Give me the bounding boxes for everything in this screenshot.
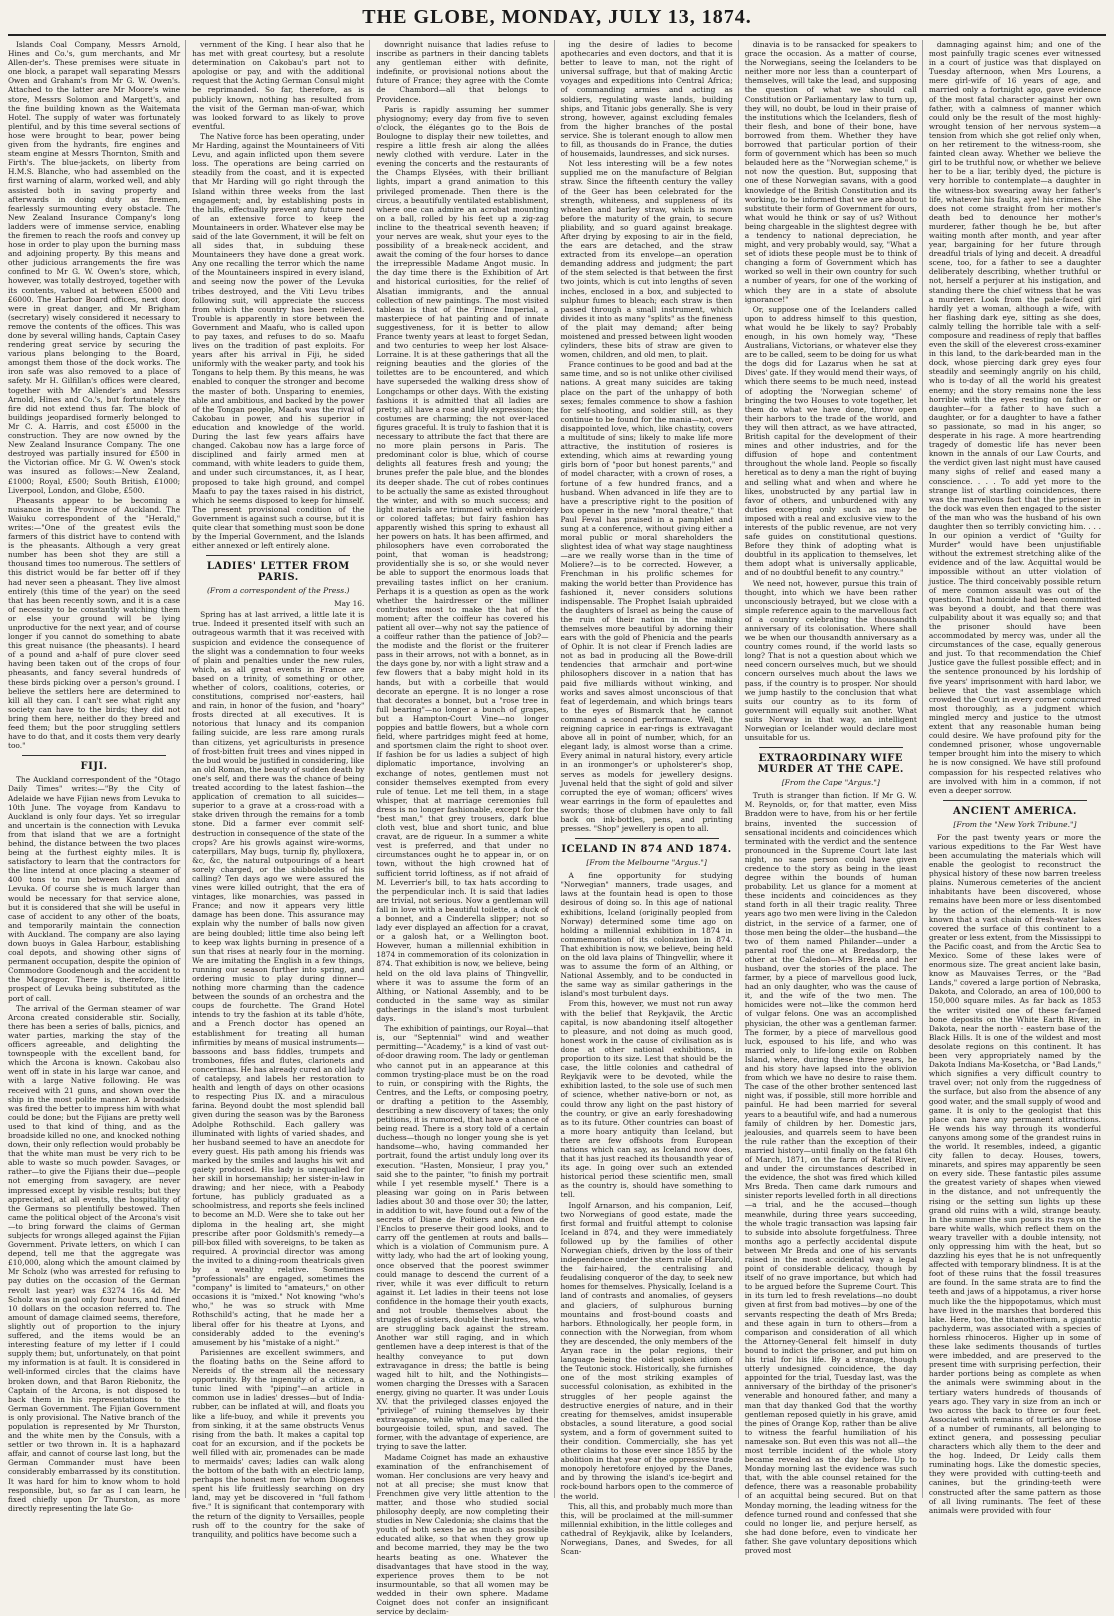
article-paragraph: damnaging against him; and one of the most painfully tragic scenes ever witnessed in a court of justice was that displayed on Tuesday afternoon, when Mrs Lourens, a mere girl-wife of 16 years of age, and married only a fortnight ago, gave evidence of the most fatal character against her own father, with a calmness of manner which could only be the result of the most highly-wrought tension of her nervous system—a tension from which she got relief only when, on her retirement to the witness-room, she fainted clean away. Whether we believe the girl to be truthful now, or whether we believe her to be a liar, teribly dyed, the picture is very horrible to contemplate—a daughter in the witness-box swearing away her father's life, whatever his faults, aye! his crimes. She does not come straight from her mother's death bed to denounce her mother's murderer, father though he be, but after waiting month after month, and year after year, bargaining for her future through dreadful trials of lying and deceit. A dreadful scene, too, for a father to see a daughter deliberately describing, whether truthful or not, herself a perjurer at his instigation, and standing there the chief witness that he was a murderer. Look from the pale-faced girl hardly yet a woman, although a wife, with her flashing dark eye, sitting as she does, calmly telling the horrible tale with a self-composure and readiness of reply that baffles even the skill of the eleverest cross-examiner in this land, to the dark-bearded man in the dock, whose piercing dark grey eyes four steadily and seemingly angrily on his child, who is to-day of all the world his greatest enemy; and the story remains none the less horrible with the eyes resting on father or daughter—for a father to have such a daughter, or for a daughter to have a father so passionate, so mad in his anger, so desperate in his rage. A more heartrending tragedy of domestic life has never been known in the annals of our Law Courts, and the verdict given last night must have caused many sighs of relief and eased many a conscience. . . . To add yet more to the strange list of startling coincidences, there was the marvellous fact that the prisoner in the dock was even then engaged to the sister of the man who was the husband of his own daughter then so terribly convicting him. . . . In our opinion a verdict of "Guilty for Murder" would have been unjustifiable without the extremest stretching alike of the evidence and of the law. Acquittal would be impossible without an utter violation of justice. The third conceivably possible return of mere common assault was out of the question. That homicide had been committed was beyond a doubt, and that there was culpability about it was equally so; and that the prisoner should have been accommodated by mercy was, under all the circumstances of the case, equally generous and just. To that recommendation the Chief Justice gave the fullest possible effect; and in the sentence pronounced by his lordship of five years' imprisonment with hard labor, we believe that the vast assemblage which crowded the Court in every corner concurred most thoroughly, as a judgment which mingled mercy and justice to the utmost extent that any reasonable human being could desire. We have profound pity for the condemned prisoner, whose ungovernable temper brought him into the misery to which he is now consigned. We have still profound compassion for his respected relatives who are involved with him in a common, if not even a deeper sorrow.: [928, 40, 1102, 795]
article-headline: ICELAND IN 874 AND 1874.: [561, 844, 732, 856]
article-paragraph: The exhibition of paintings, our Royal—that is, our "Septennial" wind and weather permitting—"Academy," is a kind of vast out-of-door drawing room. The lady or gentleman who cannot put in an appearance at this common trysting-place must be on the road to ruin, or conspiring with the Rights, the Centres, and the Lefts, or composing poetry, or drafting a petition to the Assembly, describing a new discovery of taxes; the only petitions, it is rumored, that have a chance of being read. There is a story told of a certain duchess—though no longer young she is yet handsome—who, having commanded her portrait, found the artist unduly long over its execution. "Hasten, Monsieur, I pray you," said she to the painter, "to finish my portrait while I yet resemble myself." There is a pleasing war going on in Paris between ladies about 30 and those over 30; the latter, in addition to wit, have found out a few of the secrets of Diane de Poitiers and Ninon de l'Enclos to preserve their good looks, and to carry off the gentlemen at routs and balls—which is a violation of Communism pure. A witty lady, who had the art of looking young, once observed that the poorest swimmer could manage to descend the current of a river, while it was ever difficult to return against it. Let ladies in their teens not lose confidence in the homage their youth exacts, and not trouble themselves about the struggles of sisters, double their lustres, who are struggling back against the stream. Another war still raging, and in which gentlemen have a deep interest is that of the healthy conveyance to put down extravagance in dress; the battle is being waged hilt to hilt, and the Nothingists—women charging the Dresses with a Saracen energy, giving no quarter. It was under Louis XV. that the privileged classes enjoyed the "privilege" of ruining themselves by their extravagance, while what may be called the bourgeoisie toiled, spun, and saved. The former, with the advantage of experience, are trying to save the latter.: [376, 1024, 549, 1452]
column-6: [928, 40, 1106, 1515]
column-divider: [575, 838, 719, 839]
article-paragraph: dinavia is to be ransacked for speakers to grace the occasion. As a matter of course, the Norwegians, seeing the Icelanders to be neither more nor less than a counterpart of themselves, will take the lead, and supposing the question of what we should call Constitution or Parliamentary law to turn up, they will, no doubt, be loud in their praise of the institutions which the Icelanders, flesh of their flesh, and bone of their bone, have borrowed from them. Whether they have borrowed that particular portion of their form of government which has been so much belauded here as the "Norwegian scheme," is not now the question. But, supposing that one of these Norwegian savans, with a good knowledge of the British Constitution and its working, to be informed that we are about to substitute their form of Government for ours, what would he think or say of us? Without being chargeable in the slightest degree with a tendency to national depreciation, he might, and very probably would, say, "What a set of idiots these people must be to think of changing a form of Government which has worked so well in their own country for such a number of years, for one of the working of which they are in a state of absolute ignorance!": [744, 40, 917, 304]
article-paragraph: The Auckland correspondent of the "Otago Daily Times" writes:—"By the City of Adelaide we have Fijian news from Levuka to 10th June. The voyage from Kandavu to Auckland is only four days. Yet so irregular and uncertain is the connection with Levuka from that island that we are a fortnight behind, the distance between the two places being at the furthest eighty miles. It is satisfactory to learn that the contractors for the line intend at once placing a steamer of 400 tons to run between Kandavu and Levuka. Of course she is much larger than would be necessary for that service alone, but it is considered that she will be useful in case of accident to any other of the boats, and temporarily maintain the connection with Auckland. The company are also laying down buoys in Galea Harbour, establishing coal depots, and showing other signs of permanent occupation, despite the opinion of Commodore Goodenough and the accident to the Macgregor. There is, therefore, little prospect of Levuka being substituted as the port of call.: [8, 775, 181, 1003]
article-paragraph: Truth is stranger than fiction. If Mr G. W. M. Reynolds, or, for that matter, even Miss Braddon were to have, from his or her fertile brains, invented the succession of sensational incidents and coincidences which terminated with the verdict and the sentence pronounced in the Supreme Court late last night, no sane person could have given credence to the story as being in the least degree within the bounds of human probability. Let us glance for a moment at these incidents and coincidences as they stand forth in all their tragic reality. Three years ago two men were living in the Caledon district, in the service of a farmer, one of those men being the older—the husband—the two of them named Philander—under a parental roof the one at Bredasdorp, the other at the Caledon—Mrs Breda and her husband, over the stories of the place. The farmer, by a piece of marvellous good luck, had an only daughter, who was the cause of it, and the wife of the two men. The homicides were not—like the common herd of vulgar felons. One was an accomplished physician, the other was a gentleman farmer. The former, by a piece of marvellous good luck, espoused to his life, and who was married only to life-long exile on Robben Island, where, during these three years, he and his story have lapsed into the oblivion from which we have no desire to raise them. The case of the other brother sentenced last night was, if possible, still more horrible and painful. He had been married for several years to a beautiful wife, and had a numerous family of children by her. Domestic jars, jealousies, and quarrels seem to have been the rule rather than the exception of their married history—until finally on the fatal 6th of March, 1871, on the farm of Ratel River, and under the circumstances described in the evidence, the shot was fired which killed Mrs Breda. Then came dark rumours and sinister reports levelled forth in all directions—a trial, and he the accused—though meanwhile, during three years succeeding, the whole tragic transaction was lapsing fair to subside into absolute forgetfulness. Three months ago a perfectly accidental dispute between Mr Breda and one of his servants raised in the most accidental way a legal point of considerable delicacy, though by itself of no grave importance, but which had to be argued before the Supreme Court. This in its turn led to fresh revelations—no doubt given at first from bad motives—by one of the servants respecting the death of Mrs Breda; and these again in turn to others—from a comparison and consideration of all which the Attorney-General felt himself in duty bound to indict the prisoner, and put him on his trial for his life. By a strange, though utterly undesigned coincidence, the day appointed for the trial, Tuesday last, was the anniversary of the birthday of the prisoner's venerable and honoured father, and many a man that day thanked God that the worthy gentleman reposed quietly in his grave, amid the pines of Orange Kop, rather than be alive to witness the fearful humiliation of his namesake son. But even this was not all—the most terrible incident of the whole story became revealed as the day before. Up to Monday morning last the evidence was such that, with the able counsel retained for the defence, there was a reasonable probability of an acquittal being secured. But on that Monday morning, the leading witness for the defence turned round and confessed that she could no longer lie, and perjure herself, as she had done before, even to vindicate her father. She gave voluntary depositions which proved most: [744, 791, 917, 1555]
masthead: THE GLOBE, MONDAY, JULY 13, 1874.: [362, 6, 752, 28]
article-paragraph: Not less interesting will be a few notes supplied me on the manufacture of Belgian straw. Since the fifteenth century the valley of the Geer has been celebrated for the strength, whiteness, and suppleness of its wheaten and barley straw, which is mown before the maturity of the grain, to secure pliability, and so guard against breakage. After drying by exposing to air in the field, the ears are detached, and the straw extracted from its envelope—an operation demanding address and judgment; the part of the stem selected is that between the first two joints, which is cut into lengths of seven inches, enclosed in a box, and subjected to sulphur fumes to bleach; each straw is then passed through a small instrument, which divides it into as many "splits" as the fineness of the plait may demand; after being moistened and pressed between light wooden cylinders, these bits of straw are given to women, children, and old men, to plait.: [560, 159, 733, 360]
columns: [8, 40, 1106, 1616]
article-paragraph: For the past twenty years or more the various expeditions to the Far West have been accumulating the materials which will enable the geologist to reconstruct the physical history of these now barren treeless plains. Numerous cemeteries of the ancient inhabitants have been discovered, whose remains have been more or less disentombed by the action of the elements. It is now known that a vast chain of fresh-water lakes covered the surface of this continent to a greater or less extent, from the Mississippi to the Pacific coast, and from the Arctic Sea to Mexico. Some of these lakes were of enormous size. The great ancient lake basin, know as Mauvaises Terres, or the "Bad Lands," covered a large portion of Nebraska, Dakota, and Colorado, an area of 100,000 to 150,000 square miles. As far back as 1853 the writer visited one of these far-famed bone deposits on the White Earth River, in Dakota, near the north - eastern base of the Black Hills. It is one of the wildest and most desolate regions on this continent. It has been very appropriately named by the Dakota Indians Ma-Kosetcha, or "Bad Lands," which signifies a very difficult country to travel over; not only from the ruggedness of the surface, but also from the absence of any good water, and the small supply of wood and game. It is only to the geologist that this place can have any permanent attractions. He wends his way through its wonderful canyons among some of the grandest ruins in the world. It resembles, indeed, a gigantic city fallen to decay. Houses, towers, minarets, and spires may apparently be seen on every side. These fantastic piles assume the greatest variety of shapes when viewed in the distance, and not unfrequently the rising or the setting sun lights up these grand old ruins with a wild, strange beauty. In the summer the sun pours its rays on the bare white walls, which reflect them on the weary traveller with a double intensity, not only oppressing him with the heat, but so dazzling his eyes that he is not unfrequently affected with temporary blindness. It is at the foot of these ruins that the fossil treasures are found. In the same strata are to find the teeth and jaws of a hippotamus, a river horse much like the the hippopotamus, which must have lived in the marshes that bordered this lake. Here, too, the titanotherium, a gigantic pachyderm, was associated with a species of hornless rhinoceros. Higher up in some of these lake sediments thousands of turtles were imbedded, and are preserved to the present time with surprising perfection, their harder portions being as complete as when the animals were swimming about in the tertiary waters hundreds of thousands of years ago. They vary in size from an inch or two across the back to three or four feet. Associated with remains of turtles are those of a number of ruminants, all belonging to extinct genera, and possessing peculiar characters which ally them to the deer and the hog. Indeed, Dr Leidy calls them ruminating hogs. Like the domestic species, they were provided with cutting-teeth and canines, but the grinding-teeth were constructed after the same pattern as those of all living ruminants. The feet of these animals were provided with four: [928, 832, 1102, 1515]
article-paragraph: ing the desire of ladies to become apothecaries and even doctors, and that it is better to leave to man, not the right of universal suffrage, but that of making Arctic voyages and expeditions into Central Africa; of commanding armies and acting as soldiers, regulating waste lands, building ships, and Titanic jobs generally. She is very strong, however, against excluding females from the higher branches of the postal service. She is tolerant enough to allow men to fill, as thousands do in France, the duties of housemaids, laundresses, and sick nurses.: [560, 40, 733, 159]
article-paragraph: Parisiennes are excellent swimmers, and the floating baths on the Seine afford to Nereids of the stream all the necessary opportunity. By the ingenuity of a citizen, a tunic lined with "piping"—an article in common use in ladies' dresses—but of India-rubber, can be inflated at will, and floats you like a life-buoy, and while it prevents you from sinking, it at the same obstructs Venus rising from the bath. It makes a capital top coat for an excursion, and if the pockets be well filled with air, promenades can be made to mermaids' caves; ladies can walk along the bottom of the bath with an electric lamp, perhaps the honest men for whom Diogenes spent his life fruitlessly searching on dry land, may yet be discovered in "full fathom five." It is significant that contemporary with the return of the dignity to Versailles, people rush off to the country for the sake of tranquility, and politics have become such a: [192, 1347, 365, 1539]
article-paragraph: We need not, however, pursue this train of thought, into which we have been rather unconsciously betrayed, but we close with a simple reference again to the marvellous fact of a country celebrating the thousandth anniversary of its colonisation. Where shall we be when our thousandth anniversary as a country comes round, if the world lasts so long? That is not a question about which we need concern ourselves much, but we should concern ourselves much about the laws we pass, if the country is to prosper. Nor should we jump hastily to the conclusion that what suits our country as to its form of government will equally suit another. What suits Norway in that way, an intelligent Norwegian or Icelander would declare most unsuitable for us.: [744, 578, 917, 743]
article-paragraph: Madame Coignet has made an exhaustive examination of the enfranchisement of woman. Her conclusions are very heavy and not at all precise; she must know that Frenchmen give very little attention to the matter, and those who studied social philosophy deeply, are now completing their studies in New Caledonia; she claims that the youth of both sexes be as much as possible educated alike, so that when they grow up and become married, they may be the two hearts beating as one. Whatever the disadvantages that have stood in the way, experience proves them to be not insurmountable, so that all women may be wedded in their own sphere. Madame Coignet does not confer an insignificant service by declaim-: [376, 1452, 549, 1616]
article-paragraph: A fine opportunity for studying "Norwegian" manners, trade usages, and laws at the fountain head is open to those desirous of doing so. In this age of national exhibitions, Iceland (originally peopled from Norway) determined some time ago on holding a millennial exhibition in 1874 in commemoration of its colonization in 874. That exhibition is now, we believe, being held on the old lava plains of Thingvellir, where it was to assume the form of an Althing, or National Assembly, and to be conducted in the same way as similar gatherings in the island's most turbulent days.: [560, 871, 733, 999]
column-1: [8, 40, 186, 1513]
article-paragraph: Pheasants appear to be becoming a nuisance in the Province of Auckland. The Waiuku correspondent of the "Herald," writes:—"One of the greatest evils the farmers of this district have to contend with is the pheasants. Although a very great number has been shot they are still a thousand times too numerous. The settlers of this district would be far better off if they had never seen a pheasant. They live almost entirely (this time of the year) on the seed that has been recently sown, and it is a case of necessity to be constantly watching them or else your ground will be lying unproductive for the next year, and of course longer if you cannot do something to abate this great nuisance (the pheasants). I heard of a pound and a-half of pure clover seed having been taken out of the crops of four pheasants, and fancy several hundreds of these birds picking over a person's ground. I believe the settlers here are determined to kill all they can. I can't see what right any society can have to the birds; they did not bring them here, neither do they breed and feed them; but the poor struggling settlers have to do that, and it costs them very dearly too.": [8, 495, 181, 751]
article-source: (From a correspondent of the Press.): [206, 586, 350, 596]
column-divider: [22, 755, 166, 756]
article-paragraph: Ingolf Arnarson, and his companion, Leif, two Norwegians of good estate, made the first formal and fruitful attempt to colonise Iceland in 874, and they were immediately followed up by the families of other Norwegian chiefs, driven by the loss of their independence under the stern rule of Harold, the fair-haired, the centralising and feudalising conqueror of the day, to seek new homes for themselves. Physically, Iceland is a land of contrasts and anomalies, of geysers and glaciers, of sulphurous burning mountains and frost-bound coasts and harbors. Ethnologically, her people form, in connection with the Norwegian, from whom they are descended, the only members of the Aryan race in the polar regions, their language being the oldest spoken idiom of the Teutonic stock. Historically, she furnishes one of the most striking examples of successful colonisation, as exhibited in the struggles of her people against the destructive energies of nature, and in their creating for themselves, amidst insuperable obstacles, a sound literature, a good social system, and a form of government suited to their condition. Commercially, she has yet other claims to those ever since 1855 by the abolition in that year of the oppressive trade monopoly heretofore enjoyed by the Danes, and by throwing the island's ice-begirt and rock-bound harbors open to the commerce of the world.: [560, 1200, 733, 1501]
article-paragraph: This, all this, and probably much more than this, will be proclaimed at the mill-summer millennial exhibition, in the little colleges and cathedral of Reykjavik, alike by Icelanders, Norwegians, Danes, and Swedes, for all Scan-: [560, 1501, 733, 1557]
article-headline: EXTRAORDINARY WIFE MURDER AT THE CAPE.: [757, 753, 904, 776]
article-dateline: May 16.: [334, 599, 365, 609]
column-divider: [759, 747, 903, 748]
article-paragraph: downright nuisance that ladies refuse to inscribe as partners in their dancing tablets any gentleman either with definite, indefinite, or provisional notions about the future of France; they agree with the Comte de Chambord—all that belongs to Providence.: [376, 40, 549, 104]
article-source: [From the Melbourne "Argus."]: [586, 858, 707, 868]
article-paragraph: The Native force has been operating, under Mr Harding, against the Mountaineers of Viti Levu, and again inflicted upon them severe loss. The operations are being carried on steadily from the coast, and it is expected that Mr Harding will go right through the Island within three weeks from the last engagement; and, by establishing posts in the hills, effectually prevent any future need of an extensive force to keep the Mountaineers in order. Whatever else may be said of the late Government, it will be felt on all sides that, in subduing these Mountaineers they have done a great work. Any one recalling the terror which the name of the Mountaineers inspired in every island, and seeing now the power of the Levuka tribes destroyed, and the Viti Levu tribes following suit, will appreciate the success from which the country has been relieved. Trouble is apparently in store between the Government and Maafu, who is called upon to pay taxes, and refuses to do so. Maafu lives on the tradition of past exploits. For years after his arrival in Fiji, he sided uniformly with the weaker party, and took his Tongans to help them. By this means, he was enabled to conquer the stronger and become the master of both. Unsparing to enemies, able and ambitious, and backed by the power of the Tongan people, Maafu was the rival of Cakobau in power, and his superior in education and knowledge of the world. During the last few years affairs have changed. Cakobau now has a large force of disciplined and fairly armed men at command, with white leaders to guide them, and under such circumstances, it, as I hear, proposed to take high ground, and compel Maafu to pay the taxes raised in his district, which he seems disposed to keep for himself. The present provisional condition of the Government is against such a course, but it is quite clear that something must soon be done by the Imperial Government, and the Islands either annexed or left entirely alone.: [192, 131, 365, 551]
article-paragraph: Spring has at last arrived, a little late it is true. Indeed it presented itself with such an outrageous warmth that it was received with suspicion and evidence the consequence of the slight was a condemnation to four weeks of plain and penalties under the new rules, which, as all great events in France are based on a trinity, of something or other, whether of colors, coalitions, coteries, or constitutions, comprised nor'-easters, hail and rain, in honor of the fusion, and "hoary" frosts directed at all executives. It is notorious that lunacy and its companion failing suicide, are less rare among rurals than citizens, yet agriculturists in presence of frost-bitten fruit trees and vines nipped in the bud would be justified in considering, like an old Roman, the beauty of sudden death by one's self, and there was the chance of being treated according to the latest fashion—the application of cremation to all suicides—superior to a grave at a cross-road with a stake driven through the remains for a tomb stone. Did a farmer ever commit self-destruction in consequence of the state of the crops? Are his growls against wire-worms, caterpillars, May bugs, turnip fly, phylloxera, &c, &c, the natural outpourings of a heart sorely charged, or the shibboleths of his calling? Ten days ago we were assured the vines were killed outright, that the era of vintages, like monarchies, was passed in France; and now it appears very little damage has been done. This assurance may explain why the number of balls now given are being doubled; little time also being left to keep wax lights burning in presence of a sun that rises at nearly four in the morning. We are imitating the English in a few things, running our season further into spring, and ordering music to play during dinner—nothing more charming than the cadence between the sounds of an orchestra and the coups de fourchette. The Grand Hotel intends to try the fashion at its table d'hôte, and a French doctor has opened an establishment for treating all human infirmities by means of musical instruments—bassoons and bass fiddles, trumpets and trombones, fifes and flutes, clarionets and concertinas. He has already cured an old lady of catalepsy, and labels her restoration to health and length of days on other ocasions to respecting Pius IX. and a miraculous farina. Beyond doubt the most splendid ball given during the season was by the Baroness Adolphe Rothschild. Each gallery was illuminated with lights of varied shades, and her husband seemed to have an anecdote for every guest. His path among his friends was marked by the smiles and laughs his wit and gaiety produced. His lady is unequalled for her skill in horsemanship; her sister-in-law in drawing; and her niece, with a Peabody fortune, has publicly graduated as a schoolmistress, and reports she feels inclined to become an M.D. Were she to take out her diploma in the healing art, she might prescribe after poor Goldsmith's remedy—a pill-box filled with sovereigns, to be taken as required. A provincial director was among the invited to a dining-room theatricals given by a wealthy relative. Sometimes "professionals" are engaged, sometimes the "company" is limited to "amateurs," on other occasions it is "mixed." Not knowing "who's who," he was so struck with Mme Rothschild's acting, that he made her a liberal offer for his theatre at Lyons, and considerably added to the evening's amusement by his "mistake of a night.": [192, 610, 365, 1347]
masthead-rule: [8, 34, 1106, 36]
article-headline: LADIES' LETTER FROM PARIS.: [206, 561, 350, 584]
column-divider: [943, 800, 1087, 801]
article-headline: FIJI.: [80, 761, 108, 773]
column-divider: [206, 555, 350, 556]
article-source: [From the "New York Tribune."]: [953, 819, 1077, 829]
article-paragraph: Or, suppose one of the Icelanders called upon to address himself to this question, what would he be likely to say? Probably enough, in his own homely way, "These Australians, Victorians, or whatever else they are to be called, seem to be doing for us what the dogs did for Lazarus when he sat at Dives' gate. If they would mend their ways, of which there seems to be much need, instead of adopting the 'Norwegian scheme' of bringing the two Houses to vote together, let them do what we have done, throw open their harbors to the trade of the world, and they will then attract, as we have attracted, British capital for the development of their mines and other industries, and for the diffusion of hope and contentment throughout the whole land. People so fiscally heretical as to deny a man the right of buying and selling what and when and where he likes, unobstructed by any partial law in favor of others, and unburdened with any duties excepting only such as may be imposed with a real and exclusive view to the interests of the public revenue, are not very safe guides on constitutional questions. Before they think of adopting what is doubtful in its application to themselves, let them adopt what is universally applicable, and of no doubtful benefit to any country.": [744, 304, 917, 578]
column-3: [376, 40, 554, 1616]
article-paragraph: vernment of the King. I hear also that he has met with great courtesy, but a resolute determination on Cakobau's part not to apologise or pay, and with the additional request that the Acting German Consul might be reprimanded. So far, therefore, as is publicly known, nothing has resulted from the visit of the German man-of-war, which was looked forward to as likely to prove eventful.: [192, 40, 365, 131]
article-headline: ANCIENT AMERICA.: [953, 805, 1077, 817]
column-4: [560, 40, 739, 1557]
article-paragraph: France continues to be good and bad at the same time, and so is not unlike other civilised nations. A great many suicides are taking place on the part of the unhappy of both sexes; females commence to show a fashion for self-shooting, and soldier still, as they continue to be found for the mania—not, over disappointed love, which, like chastity, covers a multitude of sins; likely to make life more attractive, the institution of rosieres is extending, which aims at rewarding young girls born of "poor but honest parents," and of model character, with a crown of roses, a fortune of a few hundred francs, and a husband. When advanced in life they are to have a prescriptive right to the position of box opener in the new "moral theatre," that Paul Feval has praised in a pamphlet and sung at a conference, without giving either a moral public or moral shareholders the slightest idea of what way stage naughtiness—are we really worse than in the time of Moliere?—is to be corrected. However, a Frenchman in his prolific schemes for making the world better than Providence has fashioned it, never considers solutions indispensable. The Prophet Isaiah upbraided the daughters of Israel as being the cause of the ruin of their nation in the making themselves more beautiful by adorning their ears with the gold of Phenicia and the pearls of Ophir. It is not clear if French ladies are not as bad in producing all the Bowe-drill tendencies that armchair and port-wine philosophers discover in a nation that has paid five milliards without winking, and works and saves almost unconscious of that feat of legerdemain, and which brings tears to the eyes of Bismarck that he cannot command a second performance. Well, the reigning caprice in ear-rings is extravagant above all in point of number, which, for an elegant lady, is almost worse than a crime. Every animal in natural history, every article in an ironmonger's or upholsterer's shop, serves as models for jewellery designs. Juvenal held that the sight of gold and silver corrupted the eye of woman; officers' wives wear earrings in the form of epaulettes and swords; those of clubmen have only to fall back on ink-bottles, pens, and printing presses. "Shop" jewellery is open to all.: [560, 360, 733, 834]
column-2: [192, 40, 370, 1539]
column-5: [744, 40, 923, 1555]
article-paragraph: Paris is rapidly assuming her summer physiognomy; every day from five to seven o'clock, the élégantes go to the Bois de Boulogne to display their new toilettes, and respire a little fresh air along the allées newly clothed with verdure. Later in the evening the concerts and the restaurants of the Champs Elysées, with their brilliant lights, impart a grand animation to this privileged promenade. Then there is the circus, a beautifully ventilated establishment, where one can admire an acrobat mounting on a ball, rolled by his feet up a zig-zag incline to the theatrical seventh heaven; if your nerves are weak, shut your eyes to the possibility of a break-neck accident, and await the coming of the four horses to dance the irrepressible Madame Angot music. In the day time there is the Exhibition of Art and historical curiosities, for the relief of Alsatian immigrants, and the annual collection of new paintings. The most visited tableau is that of the Prince Imperial, a masterpiece of hat painting and of innate suggestiveness, for it is better to allow France twenty years at least to forget Sedan, and two centuries to weep her lost Alsace-Lorraine. It is at these gatherings that all the reigning beauties and the glories of the toilettes are to be encountered, and which have superseded the walking dress show of Longchamps or other days. With the existing fashions it is admitted that all ladies are pretty; all have a rose and lily expression; the costumes are charming; the not over-laced figures graceful. It is truly to fashion that it is necessary to attribute the fact that there are no more plain persons in Paris. The predominant color is blue, which of course delights all features fresh and young; the brunes prefer the pale blue, and the blondes its deeper shade. The cut of robes continues to be actually the same as existed throughout the winter, and with so much success; and light materials are trimmed with embroidery or colored taffetas; but fairy fashion has apparently wished this spring to exhaust all her powers on hats. It has been affirmed, and philosophers have even corroborated the point, that woman is headstrong; providentially she is so, or she would never be able to support the enormous loads that prevailing tastes inflict on her cranium. Perhaps it is a question as open as the work whether the hairdresser or the milliner contributes most to make the hat of the moment; after the coiffeur has covered his patient all over—why not say the patience of a coiffeur rather than the patience of Job?—the modiste and the florist or the fruiterer pass in their arrows, not with a bonnet, as in the days gone by, nor with a light straw and a few flowers that a baby might hold in its hands, but with a corbeille that would decorate an epergne. It is no longer a rose that decorates a bonnet, but a "rose tree in full bearing"—no longer a bunch of grapes, but a Hampton-Court Vine—no longer poppies and battle flowers, but a whole corn field, where partridges might feed at home, and sportsmen claim the right to shoot over. If fashion be for us ladies a subject of high diplomatic importance, involving an exchange of notes, gentlemen must not consider themselves exempted from every rule of tenue. Let me tell them, in a stage whisper, that at marriage ceremonies full dress is no longer fashionable, except for the "best man," that grey trousers, dark blue cloth vest, blue and short tunic, and blue cravat, are de rigueur. In a summer a white vest is preferred, and that under no circumstances ought he to appear in, or on town, without the high crowned hat of sufficient torrid loftiness, as if not afraid of M. Leverrier's bill, to tax hats according to the perpendicular inch. It is said that ladies are trivial, not serious. Now a gentleman will fall in love with a beautiful toilette, a duck of a bonnet, and a Cinderella slipper; not so lady ever displayed an affection for a cravat, or a galosh hat, or a Wellington boot. However, human a millennial exhibition in 1874 in commemoration of its colonization in 874. That exhibition is now, we believe, being held on the old lava plains of Thingvellir, where it was to assume the form of an Althing, or National Assembly, and to be conducted in the same way as similar gatherings in the island's most turbulent days.: [376, 104, 549, 1024]
article-source: [From the Cape "Argus."]: [781, 778, 880, 788]
article-paragraph: From this, however, we must not run away with the belief that Reykjavik, the Arctic capital, is now abandoning itself altogether to pleasure, and not doing as much good, honest work in the cause of civilisation as is done at other national exhibitions, in proportion to its size. Lest that should be the case, the little colonies and cathedral of Reykjavik were to be devoted, while the exhibition lasted, to the sole use of such men of science, whether native-born or not, as could throw any light on the past history of the country, or give an early foreshadowing as to its future. Other countries can boast of a more hoary antiquity than Iceland, but there are few offshoots from European nations which can say, as Iceland now does, that it has just reached its thousandth year of its age. In going over such an extended historical period these scientific men, small as the country is, should have something to tell.: [560, 999, 733, 1200]
article-paragraph: The arrival of the German steamer of war Arcona created considerable stir. Socially, there has been a series of balls, picnics, and water parties, marking the stay of the officers agreeable, and delighting the townspeople with the excellent band, for which the Arcona is known. Cakobau also went off in state in his large war canoe, and with a large Native following. He was received with 21 guns, and shown over the ship in the most polite manner. A broadside was fired the better to impress him with what could be done; but the Fijians are pretty well used to that kind of thing, and as the broadside killed no one, and knocked nothing down, their only reflection would probably be that the white man must be very rich to be able to waste so much powder. Savages, or rather—to give the Fijians their due—people not emerging from savagery, are never impressed except by visible results; but they appreciated, at all events, the hospitality of the Germans so plentifully bestowed. Then came the political object of the Arcona's visit—to bring forward the claims of German subjects for wrongs alleged against the Fijian Government. Private letters, on which I can depend, tell me that the aggregate was £10,000, along which the amount claimed by Mr Scholz (who was arrested for refusing to pay duties on the occasion of the German revolt last year) was £3274 16s 4d. Mr Scholz was in gaol only four hours, and fined 10 dollars on the occasion referred to. The amount of damage claimed seems, therefore, slightly out of proportion to the injury suffered, and the items would be an interesting feature of my letter if I could supply them; but, unfortunately, on that point my information is at fault. It is considered in well-informed circles that the claims have broken down, and that Baron Riebonitz, the Captain of the Arcona, is not disposed to back them in his representations to the German Government. The Fijian Government is only provisional. The Native branch of the population is represented by Mr Thurston, and the white men by the Consuls, with a settler or two thrown in. It is a haphazard affair, and cannot of course last long, but the German Commander must have been considerably embarrassed by its constitution. It was hard for him to know whom to hold responsible, but, so far as I can learn, he fixed chiefly upon Dr Thurston, as more directly representing the late Go-: [8, 1003, 181, 1513]
article-paragraph: Islands Coal Company, Messrs Arnold, Hines and Co.'s, gum merchants, and Mr Allen-der's. These premises were situate in one block, a parapet wall separating Messrs Owen and Graham's from Mr G. W. Owen's. Attached to the latter are Mr Moore's wine store, Messrs Solomon and Margett's, and the fine building known as the Waitemata Hotel. The supply of water was fortunately plentiful, and by this time several sections of hose were brought to bear, power being given from the hydrants, fire engines and steam engine at Messrs Thornton, Smith and Firth's. The blue-jackets, on liberty from H.M.S. Blanche, who had assembled on the first warning of alarm, worked well, and ably assisted both in saving property and afterwards in doing duty as firemen, fearlessly surmounting every obstacle. The New Zealand Insurance Company's long ladders were of immense service, enabling the firemen to reach the roofs and convey up hose in order to play upon the burning mass and adjoining property. By this means and other judicious arrangements the fire was confined to Mr G. W. Owen's store, which, however, was totally destroyed, together with its contents, valued at between £5000 and £6000. The Harbor Board offices, next door, were in great danger, and Mr Brigham (secretary) wisely considered it necessary to remove the contents of the offices. This was done by several willing hands, Captain Casey rendering great service by securing the various plans belonging to the Board, amongst them those of the dock works. The iron safe was also removed to a place of safety. Mr H. Gilfillan's offices were cleared, together with Mr Allender's and Messrs Arnold, Hines and Co.'s, but fortunately the fire did not extend thus far. The block of buildings jeopardised formerly belonged to Mr C. A. Harris, and cost £5000 in the construction. They are now owned by the New Zealand Insurance Company. The one destroyed was partially insured for £500 in the Victorian office. Mr G. W. Owen's stock was insured as follows:—New Zealand, £1000; Royal, £500; South British, £1000; Liverpool, London, and Globe, £500.: [8, 40, 181, 495]
